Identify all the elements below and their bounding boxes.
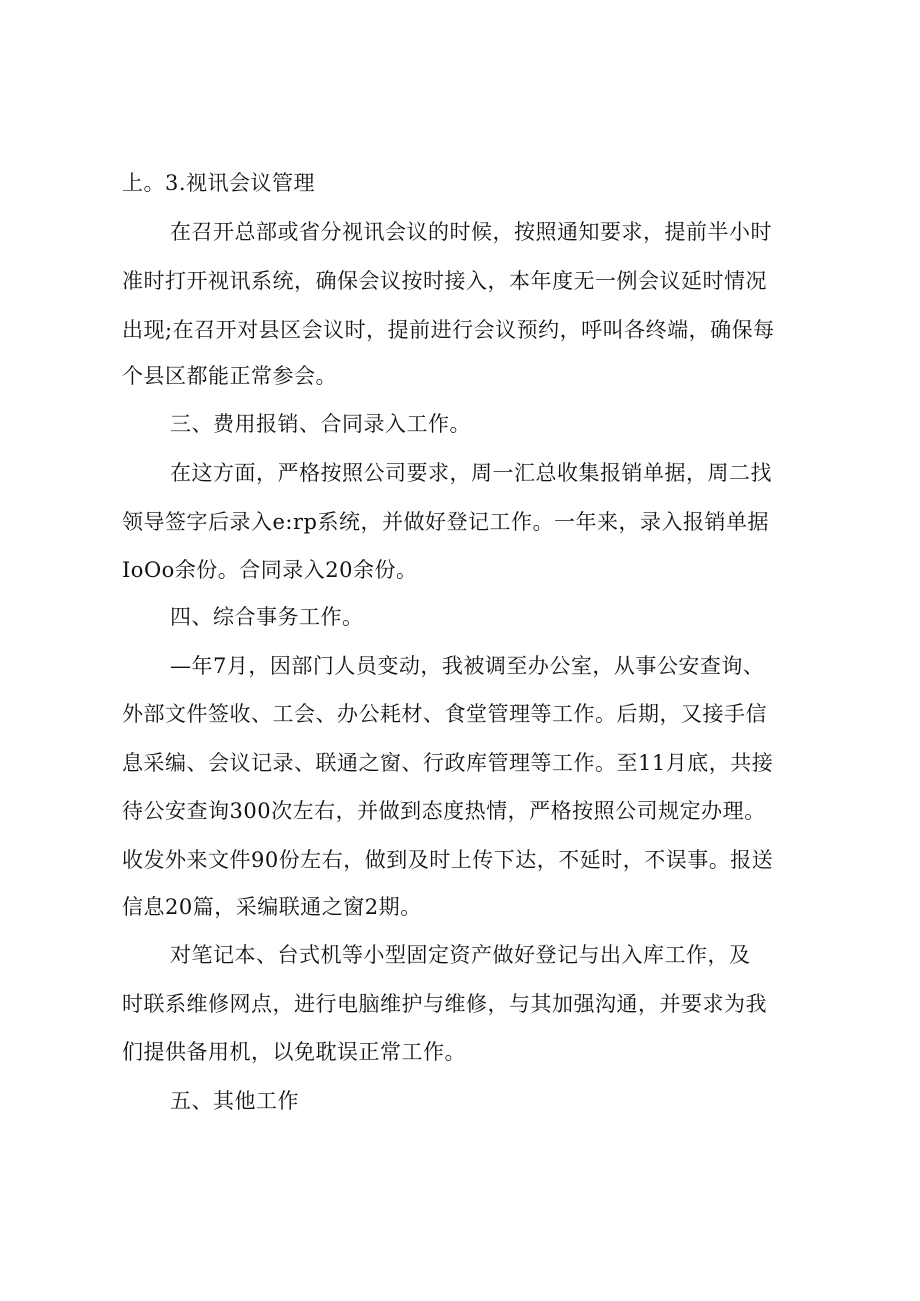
- section-heading-general-affairs: 四、综合事务工作。: [170, 605, 364, 629]
- paragraph-line: 信息20篇，采编联通之窗2期。: [122, 895, 422, 919]
- section-heading-expense: 三、费用报销、合同录入工作。: [170, 412, 471, 436]
- paragraph-line: 在召开总部或省分视讯会议的时候，按照通知要求，提前半小时: [170, 220, 772, 244]
- paragraph-line: 出现;在召开对县区会议时，提前进行会议预约，呼叫各终端，确保每: [122, 318, 775, 342]
- paragraph-line: 们提供备用机，以免耽误正常工作。: [122, 1040, 466, 1064]
- paragraph-line: 外部文件签收、工会、办公耗材、食堂管理等工作。后期，又接手信: [122, 702, 767, 726]
- paragraph-line: 收发外来文件90份左右，做到及时上传下达，不延时，不误事。报送: [122, 848, 774, 872]
- paragraph-line: 对笔记本、台式机等小型固定资产做好登记与出入库工作，及: [170, 943, 751, 967]
- paragraph-line: 个县区都能正常参会。: [122, 364, 337, 388]
- paragraph-line: 在这方面，严格按照公司要求，周一汇总收集报销单据，周二找: [170, 461, 772, 485]
- paragraph-line: 时联系维修网点，进行电脑维护与维修，与其加强沟通，并要求为我: [122, 992, 767, 1016]
- paragraph-line: 待公安查询300次左右，并做到态度热情，严格按照公司规定办理。: [122, 799, 766, 823]
- paragraph-line: IoOo余份。合同录入20余份。: [122, 558, 418, 582]
- section-heading-video-conference: 上。3.视讯会议管理: [122, 171, 316, 195]
- paragraph-line: 息采编、会议记录、联通之窗、行政库管理等工作。至11月底，共接: [122, 751, 774, 775]
- paragraph-line: 领导签字后录入e:rp系统，并做好登记工作。一年来，录入报销单据: [122, 510, 769, 534]
- paragraph-line: —年7月，因部门人员变动，我被调至办公室，从事公安查询、: [170, 654, 765, 678]
- paragraph-line: 准时打开视讯系统，确保会议按时接入，本年度无一例会议延时情况: [122, 269, 767, 293]
- section-heading-other-work: 五、其他工作: [170, 1089, 299, 1113]
